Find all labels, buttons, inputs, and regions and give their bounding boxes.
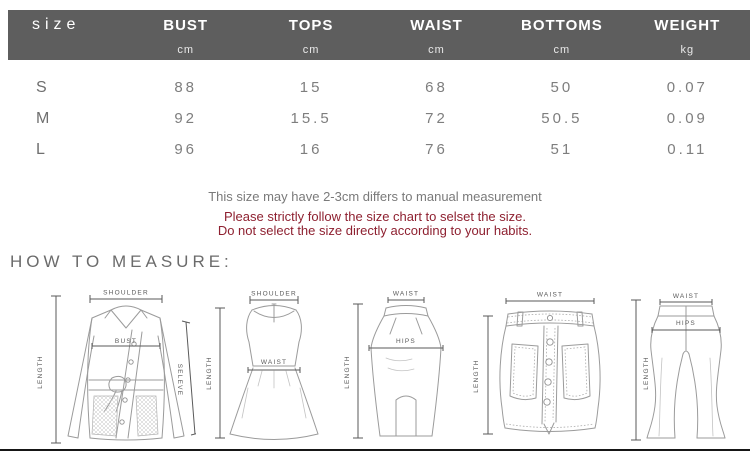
pants-length-label: LENGTH — [643, 356, 650, 390]
pants-hips-label: HIPS — [676, 320, 696, 327]
note-warning-1: Please strictly follow the size chart to selset the size. — [223, 209, 526, 224]
cell-bust: 92 — [174, 110, 198, 127]
note-tolerance: This size may have 2-3cm differs to manual measurement — [208, 189, 542, 204]
skirt-hips-label: HIPS — [396, 338, 416, 345]
coat-diagram — [28, 288, 196, 450]
pants-waist-label: WAIST — [672, 293, 700, 300]
table-row-l — [8, 134, 750, 165]
unit-bust: cm — [177, 44, 195, 56]
unit-waist: cm — [428, 44, 445, 56]
skirt-length-label: LENGTH — [344, 355, 351, 389]
size-table-header — [8, 10, 750, 60]
note-warning-2: Do not select the size directly according to your habits. — [217, 223, 533, 238]
header-size: size — [32, 16, 81, 33]
cell-waist: 76 — [425, 141, 448, 158]
bottom-rule — [0, 449, 750, 451]
skirt-length-measure — [344, 304, 363, 438]
button-skirt-drawing — [500, 311, 600, 434]
coat-bust-measure — [92, 338, 160, 349]
button-skirt-waist-measure — [506, 292, 594, 305]
dress-waist-label: WAIST — [260, 359, 288, 366]
skirt-drawing — [371, 306, 441, 437]
cell-tops: 16 — [299, 141, 323, 158]
cell-size: S — [36, 78, 47, 96]
header-label-row — [8, 10, 750, 40]
cell-bust: 96 — [174, 141, 198, 158]
header-bottoms: BOTTOMS — [521, 16, 603, 34]
unit-tops: cm — [302, 44, 320, 56]
skirt-diagram — [340, 288, 458, 450]
skirt-hips-measure — [369, 338, 443, 351]
cell-bottoms: 50 — [550, 79, 574, 96]
table-row-s — [8, 72, 750, 103]
how-to-measure-title: HOW TO MEASURE: — [10, 252, 233, 271]
coat-sleeve-measure — [176, 321, 196, 435]
cell-size: L — [36, 140, 45, 158]
skirt-waist-measure — [388, 291, 424, 304]
coat-length-measure — [37, 296, 61, 443]
dress-length-label: LENGTH — [206, 356, 213, 390]
dress-diagram — [204, 288, 332, 450]
header-waist: WAIST — [410, 16, 463, 34]
button-skirt-diagram — [466, 288, 618, 450]
measure-diagrams — [28, 288, 742, 450]
size-table-body — [8, 72, 750, 165]
dress-shoulder-label: SHOULDER — [251, 290, 297, 298]
cell-bottoms: 50.5 — [541, 110, 583, 127]
button-skirt-length-label: LENGTH — [473, 359, 480, 393]
cell-weight: 0.07 — [666, 79, 708, 96]
button-skirt-waist-label: WAIST — [536, 291, 564, 299]
pants-waist-measure — [660, 293, 712, 305]
cell-bottoms: 51 — [550, 141, 574, 158]
cell-tops: 15.5 — [290, 110, 332, 127]
cell-tops: 15 — [299, 79, 323, 96]
measurement-notes — [0, 189, 750, 238]
table-row-m — [8, 103, 750, 134]
coat-length-label: LENGTH — [37, 355, 44, 389]
button-skirt-length-measure — [473, 316, 493, 434]
skirt-waist-label: WAIST — [392, 290, 420, 298]
unit-weight: kg — [680, 44, 695, 56]
dress-shoulder-measure — [250, 291, 298, 305]
cell-weight: 0.09 — [666, 110, 708, 127]
dress-drawing — [230, 304, 318, 440]
cell-weight: 0.11 — [667, 141, 708, 158]
cell-waist: 68 — [425, 79, 448, 96]
coat-shoulder-label: SHOULDER — [103, 289, 149, 297]
header-weight: WEIGHT — [654, 16, 721, 34]
coat-drawing — [68, 306, 184, 440]
pants-length-measure — [631, 300, 650, 440]
header-units-row — [8, 40, 750, 60]
cell-waist: 72 — [425, 110, 448, 127]
pants-diagram — [626, 288, 742, 450]
unit-bottoms: cm — [553, 44, 571, 56]
cell-size: M — [36, 109, 50, 127]
coat-shoulder-measure — [90, 290, 162, 304]
header-tops: TOPS — [288, 16, 334, 34]
cell-bust: 88 — [174, 79, 198, 96]
dress-length-measure — [206, 308, 225, 438]
coat-sleeve-label: SELEVE — [176, 363, 183, 397]
header-bust: BUST — [163, 16, 209, 34]
coat-bust-label: BUST — [114, 338, 138, 345]
